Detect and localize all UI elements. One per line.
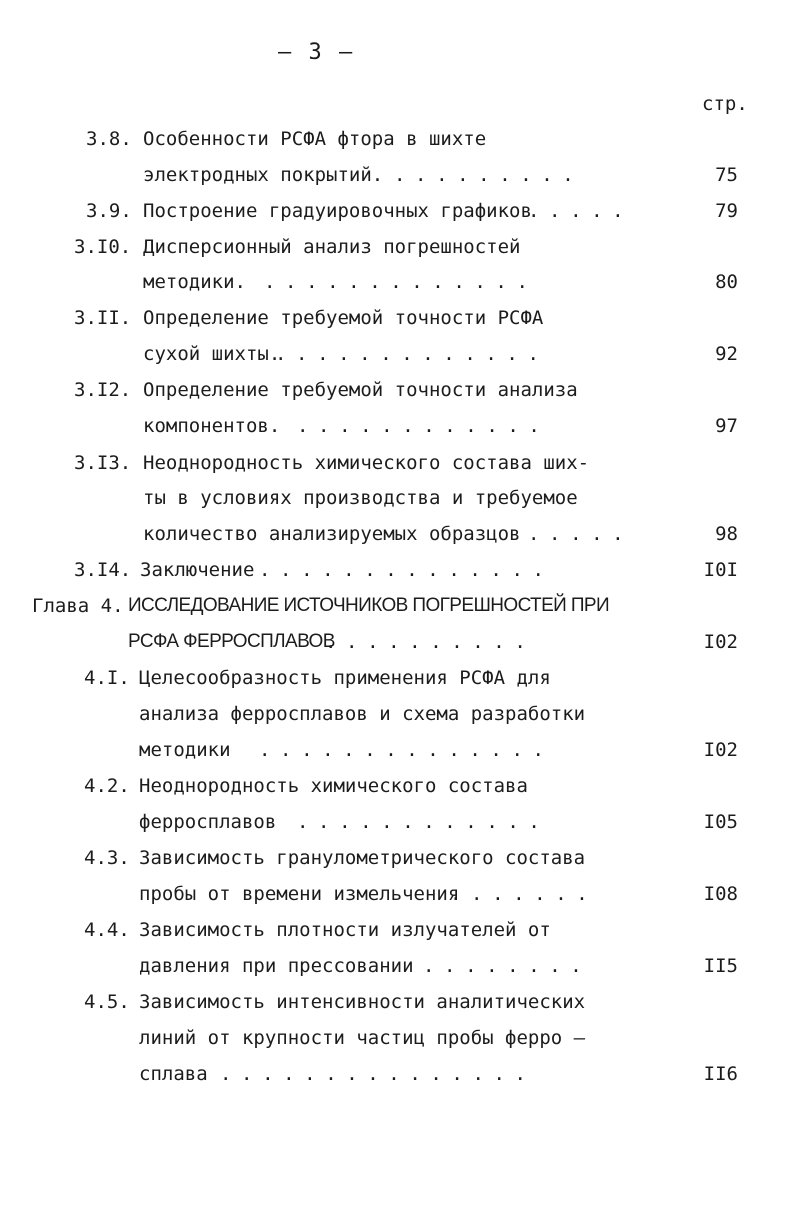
entry-number: 4.5. <box>84 991 130 1013</box>
entry-title-line: Неоднородность химического состава ших- <box>143 452 590 474</box>
entry-number: 4.2. <box>84 775 130 797</box>
entry-title-line: Построение градуировочных графиков <box>143 200 532 222</box>
entry-number: 4.3. <box>84 847 130 869</box>
entry-number: 4.4. <box>84 919 130 941</box>
entry-title-line: методики. <box>143 271 246 293</box>
leader-dots: ............... <box>220 1063 536 1085</box>
entry-page: I05 <box>703 811 738 833</box>
leader-dots: ............ <box>297 415 550 437</box>
entry-page: I02 <box>703 631 738 653</box>
entry-page: I0I <box>703 559 738 581</box>
leader-dots: .............. <box>259 739 554 761</box>
entry-page: 75 <box>715 164 738 186</box>
entry-title-line: ферросплавов <box>139 811 277 833</box>
entry-title-line: электродных покрытий. <box>143 164 384 186</box>
chapter-title-line: РСФА ФЕРРОСПЛАВОВ <box>128 631 335 652</box>
entry-page: II5 <box>703 955 738 977</box>
entry-number: 3.II. <box>74 307 132 329</box>
entry-title-line: пробы от времени измельчения <box>139 883 460 905</box>
chapter-title-line: ИССЛЕДОВАНИЕ ИСТОЧНИКОВ ПОГРЕШНОСТЕЙ ПРИ <box>128 595 610 616</box>
leader-dots: ......... <box>394 164 584 186</box>
leader-dots: ............. <box>264 271 538 293</box>
entry-title-line: Особенности РСФА фтора в шихте <box>143 128 487 150</box>
entry-number: 3.I2. <box>74 379 132 401</box>
leader-dots: ............ <box>297 811 550 833</box>
entry-number: 3.9. <box>86 200 132 222</box>
entry-title-line: линий от крупности частиц пробы ферро – <box>139 1027 586 1049</box>
entry-title-line: Заключение <box>140 559 255 581</box>
entry-number: 4.I. <box>84 667 130 689</box>
entry-number: 3.I3. <box>74 452 132 474</box>
entry-number: 3.I0. <box>74 236 132 258</box>
entry-title-line: сухой шихты. <box>143 343 281 365</box>
entry-number: 3.8. <box>86 128 132 150</box>
entry-page: I08 <box>703 883 738 905</box>
leader-dots: .......... <box>325 631 536 653</box>
entry-page: I02 <box>703 739 738 761</box>
entry-page: 92 <box>715 343 738 365</box>
leader-dots: ............. <box>275 343 549 365</box>
leader-dots: .............. <box>259 559 554 581</box>
entry-title-line: давления при прессовании <box>139 955 414 977</box>
entry-page: 80 <box>715 271 738 293</box>
leader-dots: ....... <box>450 883 598 905</box>
entry-page: 79 <box>715 200 738 222</box>
entry-title-line: Зависимость интенсивности аналитических <box>139 991 586 1013</box>
page-column-header: стр. <box>702 93 748 115</box>
leader-dots: ..... <box>528 200 634 222</box>
entry-title-line: анализа ферросплавов и схема разработки <box>139 703 586 725</box>
leader-dots: ........ <box>423 955 592 977</box>
entry-title-line: Неоднородность химического состава <box>139 775 528 797</box>
entry-title-line: количество анализируемых образцов <box>143 523 521 545</box>
entry-title-line: Определение требуемой точности РСФА <box>143 307 544 329</box>
entry-title-line: сплава <box>139 1063 208 1085</box>
leader-dots: ..... <box>528 523 634 545</box>
entry-title-line: Целесообразность применения РСФА для <box>139 667 551 689</box>
entry-title-line: методики <box>139 739 231 761</box>
chapter-number: Глава 4. <box>32 595 124 617</box>
page-number: – 3 – <box>278 40 355 65</box>
entry-title-line: Определение требуемой точности анализа <box>143 379 578 401</box>
entry-page: 97 <box>715 415 738 437</box>
entry-page: II6 <box>703 1063 738 1085</box>
entry-title-line: Зависимость гранулометрического состава <box>139 847 586 869</box>
entry-title-line: ты в условиях производства и требуемое <box>143 487 578 509</box>
entry-title-line: Дисперсионный анализ погрешностей <box>143 236 521 258</box>
entry-number: 3.I4. <box>74 559 132 581</box>
entry-title-line: Зависимость плотности излучателей от <box>139 919 551 941</box>
entry-page: 98 <box>715 523 738 545</box>
entry-title-line: компонентов. <box>143 415 281 437</box>
